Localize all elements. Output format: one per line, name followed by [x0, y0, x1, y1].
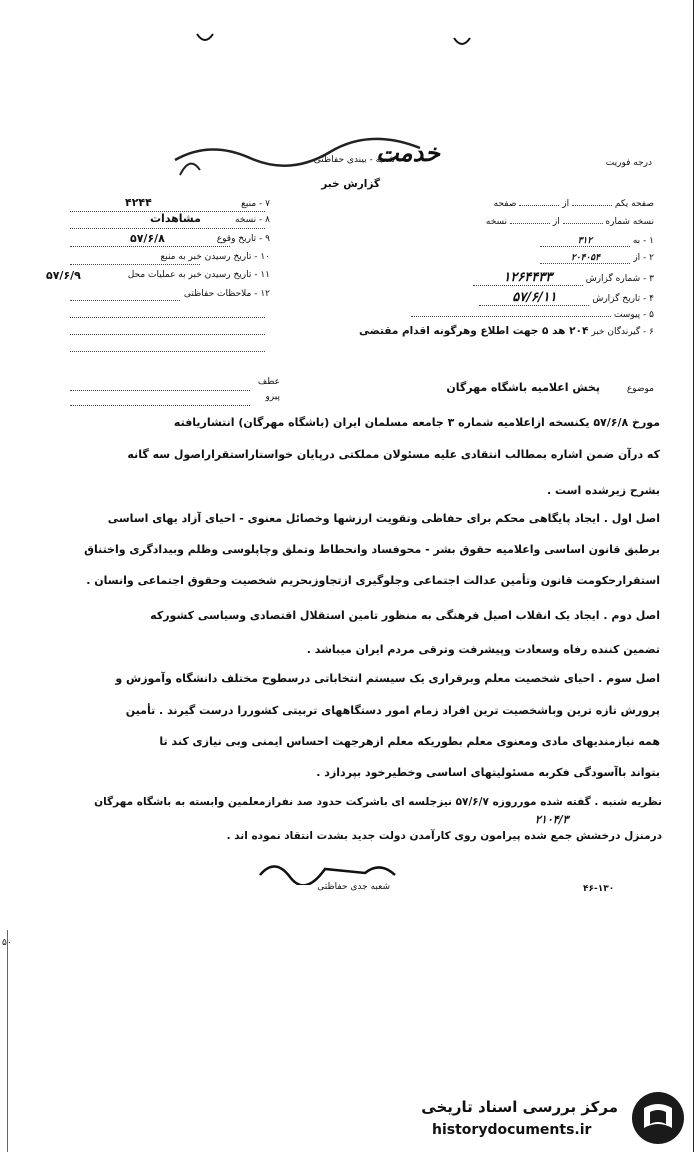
- field-page-number: صفحه یکم از صفحه: [493, 199, 654, 209]
- field-source: ۷ - منبع: [241, 199, 270, 209]
- field-event-date: ۹ - تاریخ وقوع: [216, 234, 270, 244]
- field-report-date: ۴ - تاریخ گزارش ۵۷/۶/۱۱: [479, 290, 654, 306]
- subject-value: پخش اعلامیه باشگاه مهرگان: [446, 381, 600, 394]
- field-to: ۱ - به ۳۱۲: [540, 236, 654, 247]
- opinion-line-1: نظریه شنبه . گفته شده مورروزه ۵۷/۶/۷ نیزجلسه ای باشرکت حدود صد نفرازمعلمین وابسته به باشگاه مهرگان: [94, 796, 662, 808]
- field-source-value: ۴۲۴۴: [125, 196, 152, 209]
- body-line-8: تضمین کننده رفاه وسعادت وپیشرفت وترقی مردم ایران میباشد .: [306, 643, 660, 656]
- notes-dotted-line-3: [70, 334, 265, 335]
- field-report-number: ۳ - شماره گزارش ۱۲۶۴۴۳۳: [473, 270, 654, 286]
- opinion-line-2: درمنزل درخشش جمع شده پیرامون روی کارآمدن دولت جدید بشدت انتقاد نموده اند .: [226, 830, 662, 842]
- body-line-11: همه نیازمندیهای مادی ومعنوی معلم بطوریکه معلم ازهرجهت احساس ایمنی وبی نیازی کند تا: [159, 735, 660, 748]
- left-margin-line: [7, 930, 8, 1152]
- signature-label: شعبه جدی حفاظتی: [317, 882, 390, 892]
- archive-logo-icon: [630, 1090, 686, 1146]
- archive-name: مرکز بررسی اسناد تاریخی: [421, 1098, 618, 1116]
- notes-dotted-line-2: [70, 317, 265, 318]
- punch-mark-right: [452, 34, 472, 50]
- body-line-1: مورخ ۵۷/۶/۸ یکنسخه ازاعلامیه شماره ۳ جامعه مسلمان ایران (باشگاه مهرگان) انتشاریافته: [173, 416, 660, 429]
- body-line-3: بشرح زیرشده است .: [547, 484, 660, 497]
- signature-scribble: [255, 855, 405, 885]
- field-from: ۲ - از ۲۰۴۰۵۴: [540, 253, 654, 264]
- side-mark: ۵۰: [2, 938, 12, 948]
- subject-label: موضوع: [626, 384, 654, 394]
- field-source-receipt-date: ۱۰ - تاریخ رسیدن خبر به منبع: [160, 252, 270, 262]
- punch-mark-left: [195, 30, 215, 46]
- field-copy: ۸ - نسخه: [235, 215, 270, 225]
- receipt-dotted-line: [70, 264, 200, 265]
- reference-dotted-line-1: [70, 390, 250, 391]
- notes-dotted-line-4: [70, 351, 265, 352]
- body-line-9: اصل سوم . احیای شخصیت معلم وبرقراری یک سیستم انتخاباتی درسطوح مختلف دانشگاه وآموزش و: [115, 672, 660, 685]
- notes-dotted-line-1: [70, 300, 180, 301]
- field-local-ops-date-value: ۵۷/۶/۹: [46, 269, 81, 282]
- field-attachment: ۵ - پیوست: [411, 310, 654, 320]
- body-line-4: اصل اول . ایجاد پایگاهی محکم برای حفاظی وتقویت ارزشها وخصائل معنوی - احیای آزاد یهای اساسی: [107, 512, 660, 525]
- reference-atf: عطف: [257, 377, 280, 387]
- field-recipients: ۶ - گیرندگان خبر ۲۰۴ هد ۵ جهت اطلاع وهرگونه اقدام مقتضی: [359, 325, 654, 337]
- signature-code: ۴۶-۱۳۰: [583, 884, 615, 894]
- reference-dotted-line-2: [70, 405, 250, 406]
- report-title: گزارش خبر: [321, 178, 380, 190]
- copy-dotted-line: [70, 228, 265, 229]
- source-title: شعبه - بیندی حفاظتی: [313, 155, 395, 165]
- opinion-handwritten-number: ۲۱۰۴/۳: [535, 813, 569, 826]
- field-local-ops-date: ۱۱ - تاریخ رسیدن خبر به عملیات محل: [127, 270, 270, 280]
- body-line-10: پرورش تازه ترین وباشخصیت ترین افراد زمام امور دستگاههای تربیتی کشوررا درست گیرند . تأمین: [125, 704, 660, 717]
- priority-label: درجه فوریت: [605, 158, 652, 168]
- field-event-date-value: ۵۷/۶/۸: [130, 232, 165, 245]
- reference-peyro: پیرو: [265, 392, 280, 402]
- field-copy-value: مشاهدات: [150, 212, 201, 225]
- body-line-5: برطبق قانون اساسی واعلامیه حقوق بشر - محوفساد وانحطاط وتملق وچاپلوسی وظلم وبیدادگری واختناق: [84, 543, 660, 556]
- body-line-7: اصل دوم . ایجاد یک انقلاب اصیل فرهنگی به منظور تامین استقلال اقتصادی وسیاسی کشورکه: [150, 609, 660, 622]
- field-security-notes: ۱۲ - ملاحظات حفاظتی: [183, 289, 270, 299]
- page-edge-line: [693, 0, 694, 1152]
- field-copy-number: نسخه شماره از نسخه: [485, 217, 654, 227]
- handwritten-header: خدمت: [376, 138, 440, 167]
- body-line-2: که درآن ضمن اشاره بمطالب انتقادی علیه مسئولان مملکتی درپایان خواستاراستقراراصول سه گانه: [127, 448, 660, 461]
- body-line-6: استقرارحکومت قانون وتأمین عدالت اجتماعی وجلوگیری ازتجاوزبحریم شخصیت وحقوق اجتماعی وانسان .: [86, 574, 660, 587]
- body-line-12: بتواند باآسودگی فکربه مسئولیتهای اساسی وخطیرخود بپردازد .: [316, 766, 660, 779]
- event-date-dotted-line: [70, 246, 230, 247]
- archive-website: historydocuments.ir: [432, 1122, 592, 1138]
